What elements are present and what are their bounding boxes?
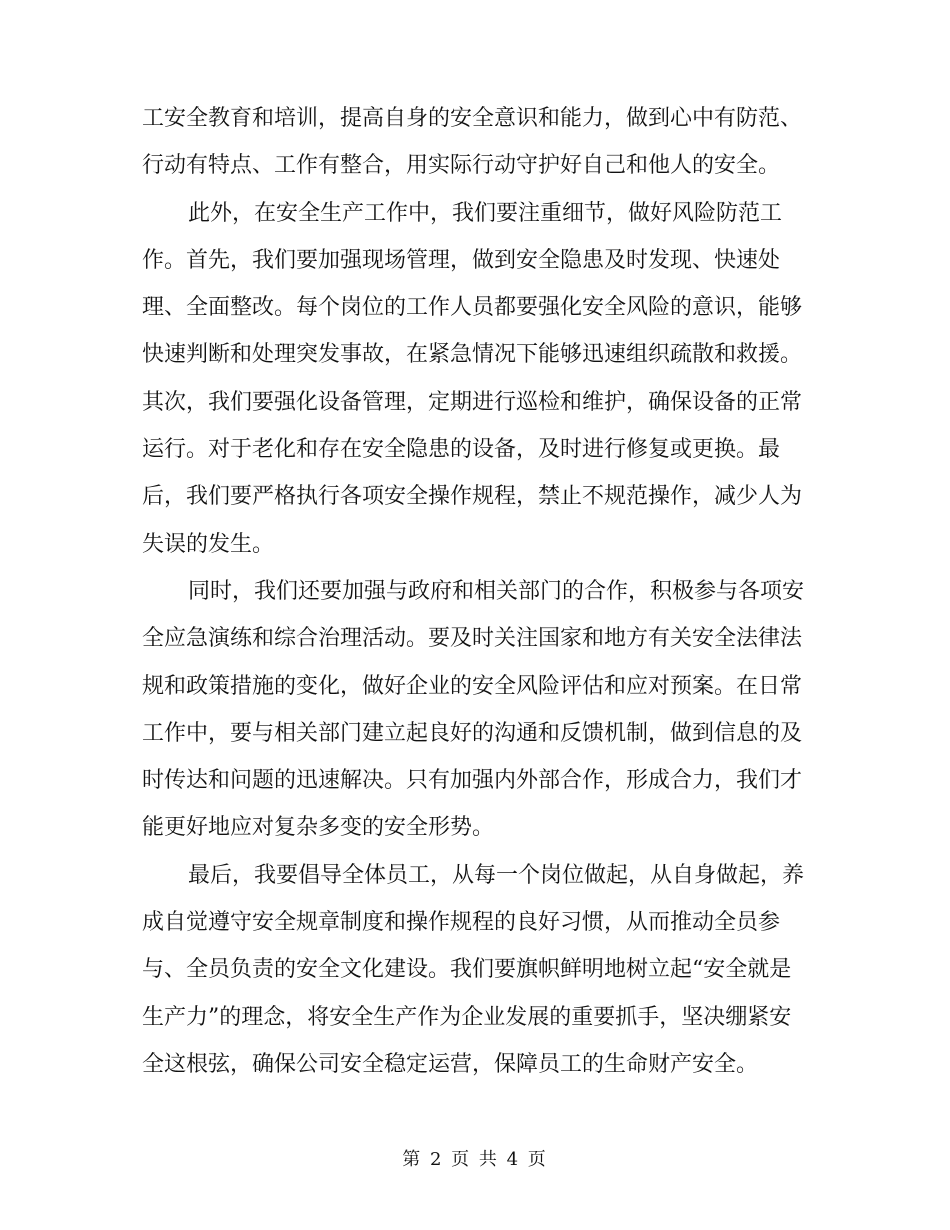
text-line: 生产力”的理念，将安全生产作为企业发展的重要抓手，坚决绷紧安 [142, 1004, 792, 1030]
text-line: 与、全员负责的安全文化建设。我们要旗帜鲜明地树立起“安全就是 [142, 957, 792, 983]
text-line: 全应急演练和综合治理活动。要及时关注国家和地方有关安全法律法 [142, 626, 803, 652]
text-line: 行动有特点、工作有整合，用实际行动守护好自己和他人的安全。 [142, 153, 781, 179]
text-line: 时传达和问题的迅速解决。只有加强内外部合作，形成合力，我们才 [142, 768, 803, 794]
text-line: 工安全教育和培训，提高自身的安全意识和能力，做到心中有防范、 [142, 106, 803, 131]
text-line: 全这根弦，确保公司安全稳定运营，保障员工的生命财产安全。 [142, 1051, 759, 1077]
paragraph-start-line: 最后，我要倡导全体员工，从每一个岗位做起，从自身做起，养 [188, 862, 805, 888]
text-line: 其次，我们要强化设备管理，定期进行巡检和维护，确保设备的正常 [142, 389, 803, 415]
document-body [142, 95, 805, 1088]
page-number-footer: 第 2 页 共 4 页 [402, 1149, 548, 1170]
paragraph-start-line: 同时，我们还要加强与政府和相关部门的合作，积极参与各项安 [188, 578, 805, 604]
text-line: 作。首先，我们要加强现场管理，做到安全隐患及时发现、快速处 [142, 247, 781, 273]
text-line: 理、全面整改。每个岗位的工作人员都要强化安全风险的意识，能够 [142, 295, 803, 321]
text-line: 后，我们要严格执行各项安全操作规程，禁止不规范操作，减少人为 [142, 484, 803, 510]
paragraph-start-line: 此外，在安全生产工作中，我们要注重细节，做好风险防范工 [188, 200, 783, 226]
text-line: 运行。对于老化和存在安全隐患的设备，及时进行修复或更换。最 [142, 437, 781, 463]
text-line: 失误的发生。 [142, 531, 275, 557]
text-line: 成自觉遵守安全规章制度和操作规程的良好习惯，从而推动全员参 [142, 910, 781, 936]
text-line: 快速判断和处理突发事故，在紧急情况下能够迅速组织疏散和救援。 [142, 342, 803, 368]
text-line: 工作中，要与相关部门建立起良好的沟通和反馈机制，做到信息的及 [142, 720, 803, 746]
text-line: 规和政策措施的变化，做好企业的安全风险评估和应对预案。在日常 [142, 673, 803, 699]
text-line: 能更好地应对复杂多变的安全形势。 [142, 815, 495, 841]
